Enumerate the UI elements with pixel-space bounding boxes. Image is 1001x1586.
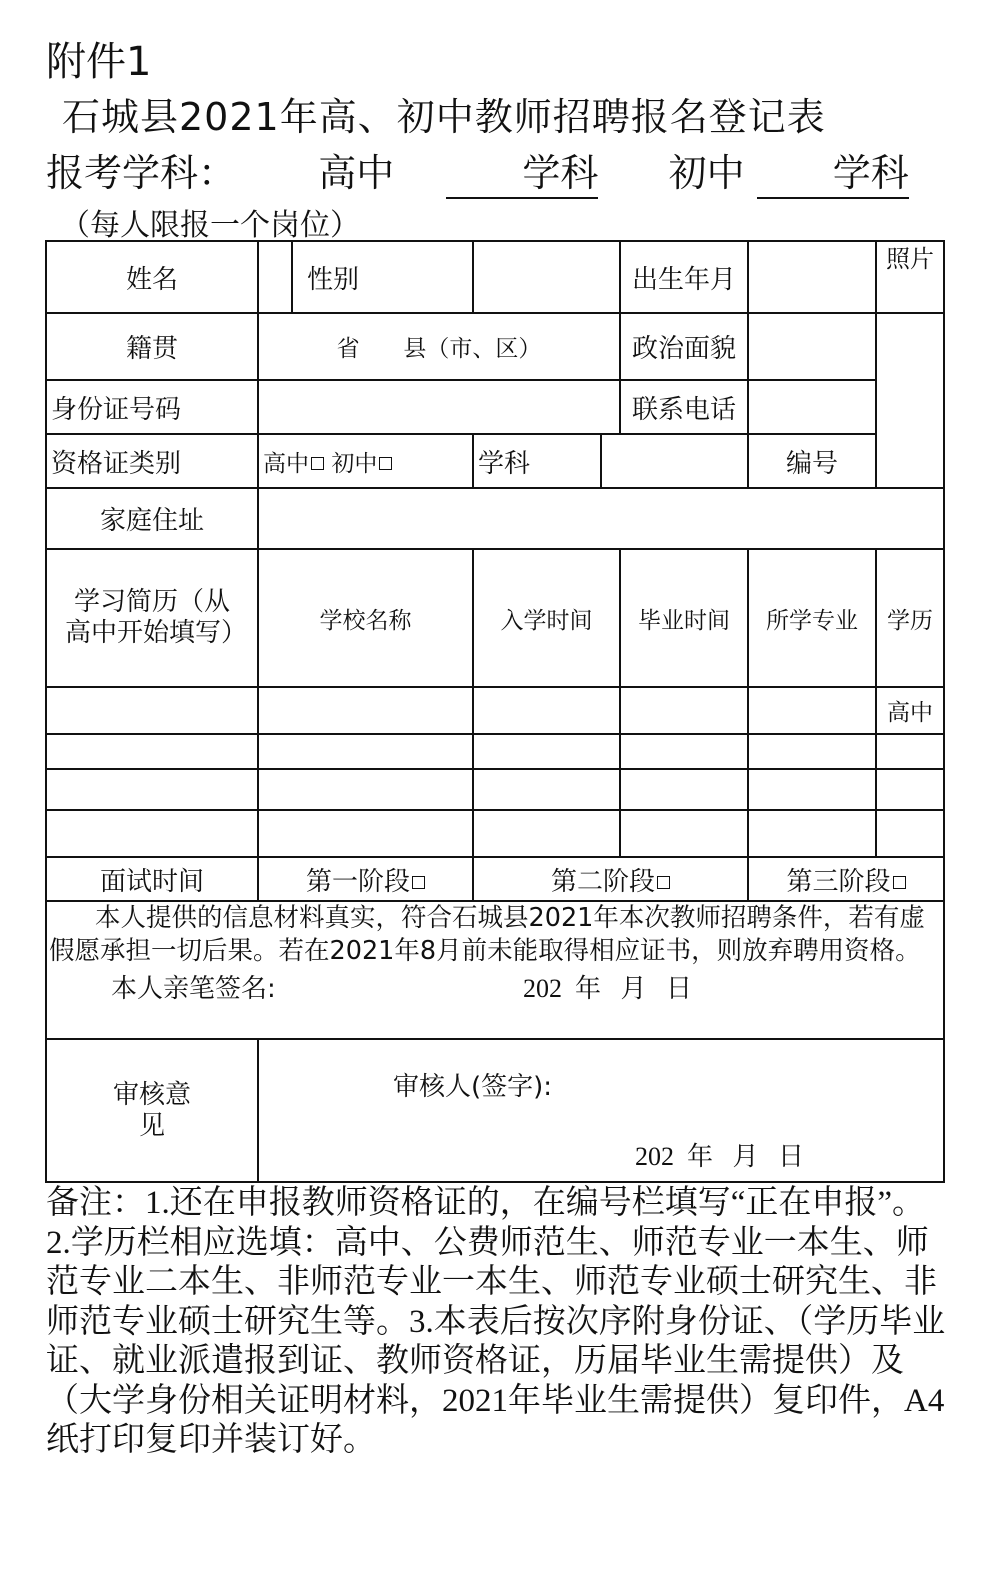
stage-2-option[interactable]: 第二阶段 <box>473 857 748 901</box>
study-cell[interactable] <box>876 769 944 810</box>
table-row <box>46 734 944 769</box>
study-cell[interactable] <box>473 810 620 857</box>
cert-senior-checkbox[interactable] <box>311 457 324 470</box>
declaration-block <box>46 901 944 1039</box>
native-label: 籍贯 <box>46 313 258 380</box>
signature-date[interactable]: 202 年 月 日 <box>523 974 693 1003</box>
interview-label: 面试时间 <box>46 857 258 901</box>
study-cell[interactable] <box>258 734 473 769</box>
phone-field[interactable] <box>748 380 876 434</box>
native-field[interactable]: 省 县（市、区） <box>258 313 620 380</box>
stage-2-checkbox[interactable] <box>657 876 670 889</box>
table-row <box>46 769 944 810</box>
subject-junior-label: 初中 <box>668 151 745 195</box>
study-cell[interactable] <box>473 769 620 810</box>
study-header-major: 所学专业 <box>748 549 876 687</box>
study-header-enroll: 入学时间 <box>473 549 620 687</box>
name-label: 姓名 <box>46 241 258 313</box>
page-title: 石城县2021年高、初中教师招聘报名登记表 <box>62 95 826 139</box>
cert-subject-field[interactable] <box>601 434 748 488</box>
table-row <box>46 810 944 857</box>
photo-label: 照片 <box>876 241 944 313</box>
declaration-text: 本人提供的信息材料真实，符合石城县2021年本次教师招聘条件，若有虚假愿承担一切后果。若在2021年8月前未能取得相应证书，则放弃聘用资格。 <box>49 903 925 966</box>
review-date: 202 年 月 日 <box>635 1142 805 1171</box>
study-cell[interactable] <box>620 769 748 810</box>
birth-field[interactable] <box>748 241 876 313</box>
stage-3-option[interactable]: 第三阶段 <box>748 857 944 901</box>
cert-type-label: 资格证类别 <box>46 434 258 488</box>
study-degree-cell: 高中 <box>876 687 944 734</box>
study-label: 学习简历（从高中开始填写） <box>46 549 258 687</box>
review-area[interactable] <box>258 1039 944 1182</box>
registration-form <box>45 240 945 1183</box>
birth-label: 出生年月 <box>620 241 748 313</box>
study-cell[interactable] <box>473 734 620 769</box>
cert-number-label: 编号 <box>748 434 876 488</box>
junior-subject-field[interactable]: 学科 <box>757 142 909 199</box>
study-cell[interactable] <box>46 687 258 734</box>
id-field[interactable] <box>258 380 620 434</box>
study-cell[interactable] <box>748 810 876 857</box>
remark-text: 备注：1.还在申报教师资格证的，在编号栏填写“正在申报”。 2.学历栏相应选填：高中、公费师范生、师范专业一本生、师范专业二本生、非师范专业一本生、师范专业硕士研究生、非师范专业硕士研究生等。3.本表后按次序附身份证、（学历毕业证、就业派遣报到证、教师资格证，历届毕业生需提供）及（大学身份相关证明材料，2021年毕业生需提供）复印件，A4纸打印复印并装订好。 <box>46 1185 946 1458</box>
study-cell[interactable] <box>748 734 876 769</box>
stage-1-checkbox[interactable] <box>412 876 425 889</box>
study-cell[interactable] <box>876 810 944 857</box>
study-header-graduate: 毕业时间 <box>620 549 748 687</box>
study-cell[interactable] <box>620 810 748 857</box>
study-cell[interactable] <box>46 734 258 769</box>
stage-3-checkbox[interactable] <box>893 876 906 889</box>
subject-line <box>46 142 909 199</box>
table-row <box>46 687 944 734</box>
gender-label: 性别 <box>292 241 473 313</box>
study-cell[interactable] <box>748 687 876 734</box>
limit-note: （每人限报一个岗位） <box>60 208 360 243</box>
study-cell[interactable] <box>258 687 473 734</box>
id-label: 身份证号码 <box>46 380 258 434</box>
cert-type-options: 高中 初中 <box>258 434 473 488</box>
study-cell[interactable] <box>46 769 258 810</box>
cert-subject-label: 学科 <box>473 434 601 488</box>
study-cell[interactable] <box>473 687 620 734</box>
study-cell[interactable] <box>258 810 473 857</box>
attachment-label: 附件1 <box>46 39 152 85</box>
political-field[interactable] <box>748 313 876 380</box>
address-label: 家庭住址 <box>46 488 258 549</box>
reviewer-label: 审核人(签字): <box>393 1072 553 1102</box>
study-cell[interactable] <box>258 769 473 810</box>
subject-senior-label: 高中 <box>318 151 395 195</box>
study-cell[interactable] <box>620 687 748 734</box>
cert-junior-checkbox[interactable] <box>379 457 392 470</box>
study-header-school: 学校名称 <box>258 549 473 687</box>
study-cell[interactable] <box>46 810 258 857</box>
political-label: 政治面貌 <box>620 313 748 380</box>
gender-field[interactable] <box>473 241 620 313</box>
study-cell[interactable] <box>876 734 944 769</box>
review-label: 审核意见 <box>46 1039 258 1182</box>
signature-label: 本人亲笔签名: <box>111 974 276 1004</box>
phone-label: 联系电话 <box>620 380 748 434</box>
address-field[interactable] <box>258 488 944 549</box>
senior-subject-field[interactable]: 学科 <box>446 142 598 199</box>
photo-area[interactable] <box>876 313 944 488</box>
name-field[interactable] <box>258 241 292 313</box>
study-header-degree: 学历 <box>876 549 944 687</box>
stage-1-option[interactable]: 第一阶段 <box>258 857 473 901</box>
study-cell[interactable] <box>748 769 876 810</box>
subject-prefix: 报考学科： <box>46 151 237 195</box>
study-cell[interactable] <box>620 734 748 769</box>
